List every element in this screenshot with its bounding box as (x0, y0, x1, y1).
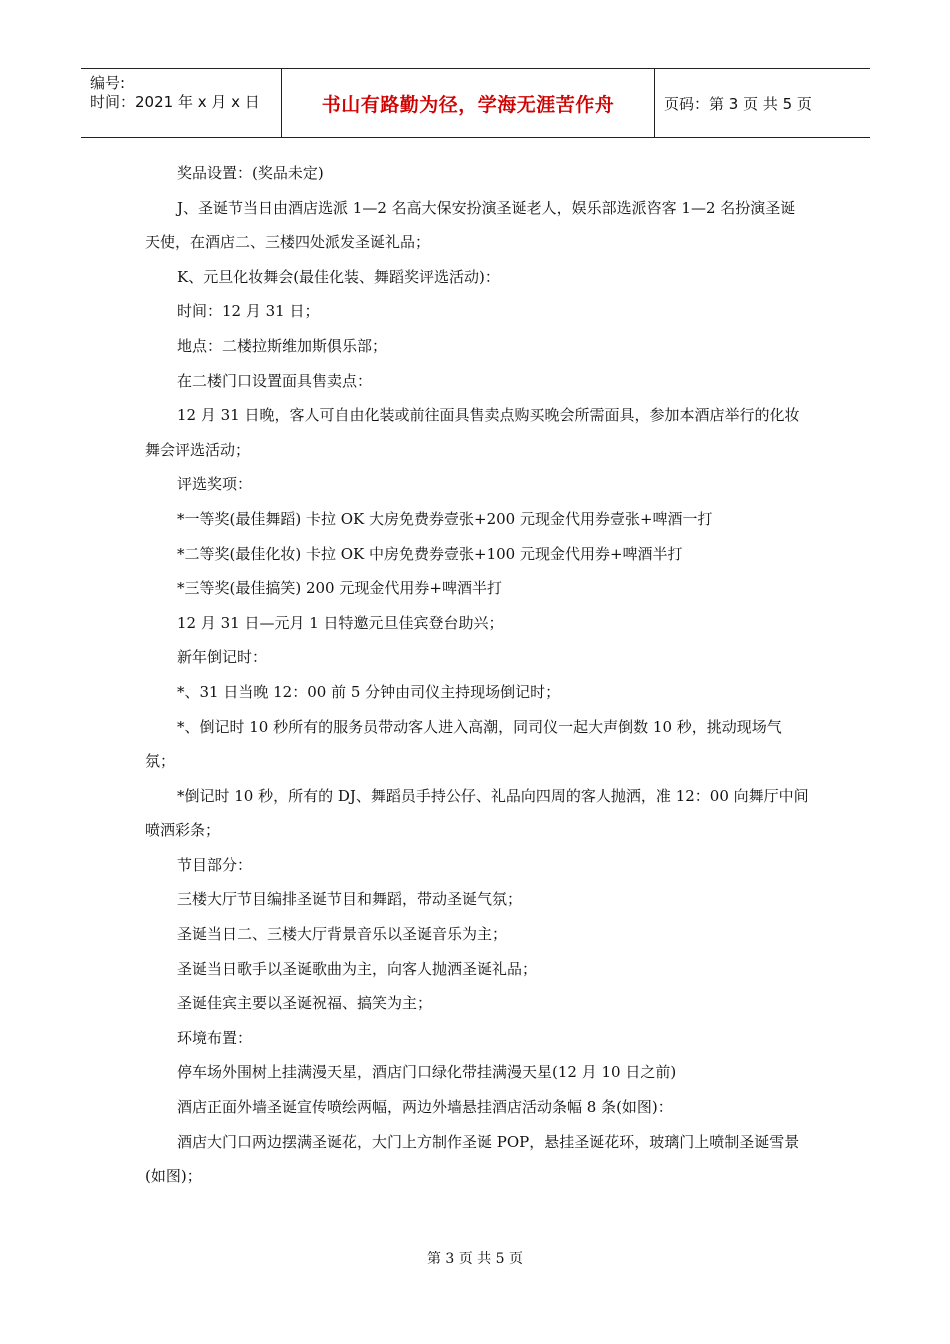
paragraph: 在二楼门口设置面具售卖点： (177, 371, 373, 390)
header-motto: 书山有路勤为径，学海无涯苦作舟 (282, 69, 655, 137)
paragraph: 停车场外围树上挂满漫天星，酒店门口绿化带挂满漫天星(12 月 10 日之前) (177, 1063, 677, 1082)
paragraph: 环境布置： (177, 1028, 253, 1047)
paragraph: K、元旦化妆舞会(最佳化装、舞蹈奖评选活动)： (177, 267, 500, 286)
paragraph: 三楼大厅节目编排圣诞节目和舞蹈，带动圣诞气氛； (177, 890, 523, 909)
paragraph: *、倒记时 10 秒所有的服务员带动客人进入高潮，同司仪一起大声倒数 10 秒，挑动现场气氛； (145, 717, 782, 771)
paragraph: *、31 日当晚 12：00 前 5 分钟由司仪主持现场倒记时； (177, 682, 561, 701)
paragraph: 12 月 31 日—元月 1 日特邀元旦佳宾登台助兴； (177, 613, 504, 632)
paragraph: J、圣诞节当日由酒店选派 1—2 名高大保安扮演圣诞老人，娱乐部选派咨客 1—2 名扮演圣诞天使，在酒店二、三楼四处派发圣诞礼品； (145, 198, 796, 252)
page-footer (0, 1248, 950, 1268)
paragraph: 12 月 31 日晚，客人可自由化装或前往面具售卖点购买晚会所需面具，参加本酒店举行的化妆舞会评选活动； (145, 406, 800, 459)
paragraph: 圣诞当日二、三楼大厅背景音乐以圣诞音乐为主； (177, 925, 508, 944)
paragraph: *二等奖(最佳化妆) 卡拉 OK 中房免费券壹张+100 元现金代用券+啤酒半打 (177, 544, 683, 563)
paragraph: 评选奖项： (177, 475, 253, 494)
header-meta (81, 69, 282, 137)
paragraph: 时间：12 月 31 日； (177, 302, 320, 321)
paragraph: 酒店正面外墙圣诞宣传喷绘两幅，两边外墙悬挂酒店活动条幅 8 条(如图)： (177, 1098, 673, 1117)
document-body (145, 156, 810, 1194)
paragraph: *三等奖(最佳搞笑) 200 元现金代用券+啤酒半打 (177, 579, 502, 598)
paragraph: 酒店大门口两边摆满圣诞花，大门上方制作圣诞 POP，悬挂圣诞花环，玻璃门上喷制圣诞雪景(如图)； (145, 1132, 800, 1186)
document-date-label: 时间：2021 年 x 月 x 日 (90, 93, 260, 111)
header-page-info (655, 69, 870, 137)
paragraph: 地点：二楼拉斯维加斯俱乐部； (177, 336, 388, 355)
paragraph: 圣诞佳宾主要以圣诞祝福、搞笑为主； (177, 994, 433, 1013)
paragraph: *一等奖(最佳舞蹈) 卡拉 OK 大房免费券壹张+200 元现金代用券壹张+啤酒一打 (177, 509, 713, 528)
document-number-label: 编号: (90, 74, 126, 92)
paragraph: 节目部分： (177, 855, 253, 874)
paragraph: 奖品设置：(奖品未定) (177, 164, 324, 182)
paragraph: 圣诞当日歌手以圣诞歌曲为主，向客人抛洒圣诞礼品； (177, 959, 538, 978)
page-header (81, 68, 870, 138)
paragraph: *倒记时 10 秒，所有的 DJ、舞蹈员手持公仔、礼品向四周的客人抛洒，准 12：00 向舞厅中间喷洒彩条； (145, 786, 809, 840)
header-page-label: 页码：第 3 页 共 5 页 (664, 94, 812, 113)
paragraph: 新年倒记时： (177, 648, 268, 667)
footer-page-number: 第 3 页 共 5 页 (426, 1251, 524, 1267)
